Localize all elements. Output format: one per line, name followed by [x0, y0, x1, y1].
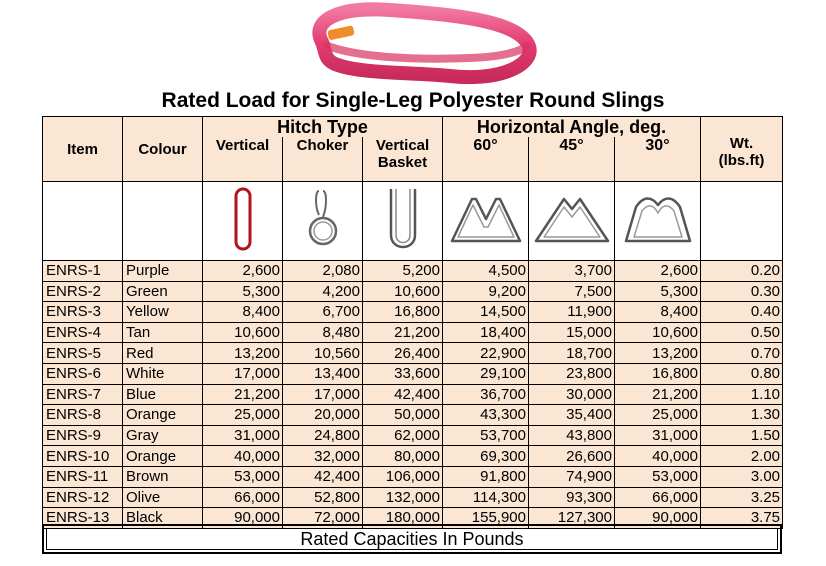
cell-colour: Orange — [123, 405, 203, 426]
angle-45-basket-icon — [529, 182, 615, 261]
table-row — [43, 446, 783, 467]
icon-cell-colour — [123, 182, 203, 261]
cell-a30: 31,000 — [615, 425, 701, 446]
cell-basket: 42,400 — [363, 384, 443, 405]
cell-basket: 106,000 — [363, 466, 443, 487]
cell-choker: 2,080 — [283, 261, 363, 282]
cell-basket: 26,400 — [363, 343, 443, 364]
cell-a30: 8,400 — [615, 302, 701, 323]
cell-wt: 3.75 — [701, 508, 783, 529]
cell-vertical: 10,600 — [203, 322, 283, 343]
cell-a45: 3,700 — [529, 261, 615, 282]
cell-colour: Brown — [123, 466, 203, 487]
cell-a60: 91,800 — [443, 466, 529, 487]
cell-a60: 43,300 — [443, 405, 529, 426]
round-sling-photo — [300, 2, 540, 90]
page-title: Rated Load for Single-Leg Polyester Round Slings — [161, 89, 665, 112]
icon-cell-weight — [701, 182, 783, 261]
cell-basket: 50,000 — [363, 405, 443, 426]
cell-basket: 5,200 — [363, 261, 443, 282]
cell-colour: Blue — [123, 384, 203, 405]
cell-wt: 1.50 — [701, 425, 783, 446]
cell-vertical: 40,000 — [203, 446, 283, 467]
col-header-item: Item — [43, 117, 123, 182]
cell-choker: 42,400 — [283, 466, 363, 487]
cell-vertical: 31,000 — [203, 425, 283, 446]
sling-tag — [327, 25, 355, 40]
col-header-vertical-basket — [363, 137, 443, 182]
cell-item: ENRS-12 — [43, 487, 123, 508]
cell-item: ENRS-5 — [43, 343, 123, 364]
cell-wt: 0.30 — [701, 281, 783, 302]
table-row — [43, 425, 783, 446]
cell-basket: 33,600 — [363, 363, 443, 384]
cell-vertical: 5,300 — [203, 281, 283, 302]
cell-a45: 93,300 — [529, 487, 615, 508]
cell-a60: 114,300 — [443, 487, 529, 508]
cell-colour: Green — [123, 281, 203, 302]
cell-wt: 0.80 — [701, 363, 783, 384]
cell-item: ENRS-4 — [43, 322, 123, 343]
cell-a60: 29,100 — [443, 363, 529, 384]
cell-a60: 69,300 — [443, 446, 529, 467]
cell-a60: 22,900 — [443, 343, 529, 364]
angle-30-basket-icon — [615, 182, 701, 261]
angle-60-basket-icon — [443, 182, 529, 261]
cell-choker: 6,700 — [283, 302, 363, 323]
cell-vertical: 66,000 — [203, 487, 283, 508]
cell-a30: 13,200 — [615, 343, 701, 364]
cell-a60: 4,500 — [443, 261, 529, 282]
table-row — [43, 281, 783, 302]
cell-colour: White — [123, 363, 203, 384]
cell-wt: 1.30 — [701, 405, 783, 426]
cell-item: ENRS-6 — [43, 363, 123, 384]
cell-item: ENRS-7 — [43, 384, 123, 405]
table-row — [43, 322, 783, 343]
cell-wt: 0.70 — [701, 343, 783, 364]
table-row — [43, 405, 783, 426]
weight-unit: (lbs.ft) — [718, 152, 765, 169]
cell-a45: 35,400 — [529, 405, 615, 426]
cell-choker: 13,400 — [283, 363, 363, 384]
cell-colour: Black — [123, 508, 203, 529]
table-row — [43, 384, 783, 405]
cell-vertical: 2,600 — [203, 261, 283, 282]
icon-cell-item — [43, 182, 123, 261]
table-body — [43, 261, 783, 529]
col-header-colour: Colour — [123, 117, 203, 182]
cell-a60: 14,500 — [443, 302, 529, 323]
cell-wt: 2.00 — [701, 446, 783, 467]
cell-basket: 62,000 — [363, 425, 443, 446]
cell-basket: 80,000 — [363, 446, 443, 467]
cell-choker: 72,000 — [283, 508, 363, 529]
cell-choker: 20,000 — [283, 405, 363, 426]
rated-load-table-wrapper — [42, 116, 782, 529]
cell-wt: 3.25 — [701, 487, 783, 508]
cell-choker: 10,560 — [283, 343, 363, 364]
cell-wt: 0.20 — [701, 261, 783, 282]
cell-choker: 32,000 — [283, 446, 363, 467]
cell-colour: Tan — [123, 322, 203, 343]
cell-a60: 9,200 — [443, 281, 529, 302]
cell-vertical: 13,200 — [203, 343, 283, 364]
table-row — [43, 343, 783, 364]
col-header-45deg: 45° — [529, 137, 615, 182]
table-row — [43, 363, 783, 384]
group-header-horizontal-angle: Horizontal Angle, deg. — [443, 117, 701, 138]
rated-load-table — [42, 116, 783, 529]
cell-item: ENRS-8 — [43, 405, 123, 426]
cell-basket: 180,000 — [363, 508, 443, 529]
cell-basket: 16,800 — [363, 302, 443, 323]
cell-a30: 90,000 — [615, 508, 701, 529]
cell-a45: 43,800 — [529, 425, 615, 446]
cell-item: ENRS-11 — [43, 466, 123, 487]
choker-hitch-icon — [283, 182, 363, 261]
cell-basket: 10,600 — [363, 281, 443, 302]
cell-a60: 155,900 — [443, 508, 529, 529]
col-header-60deg: 60° — [443, 137, 529, 182]
cell-item: ENRS-10 — [43, 446, 123, 467]
cell-a45: 23,800 — [529, 363, 615, 384]
footer-caption: Rated Capacities In Pounds — [46, 528, 778, 550]
cell-wt: 0.40 — [701, 302, 783, 323]
cell-vertical: 90,000 — [203, 508, 283, 529]
cell-basket: 21,200 — [363, 322, 443, 343]
cell-wt: 3.00 — [701, 466, 783, 487]
cell-vertical: 21,200 — [203, 384, 283, 405]
cell-a30: 66,000 — [615, 487, 701, 508]
cell-wt: 1.10 — [701, 384, 783, 405]
footer-box — [42, 524, 782, 554]
cell-item: ENRS-9 — [43, 425, 123, 446]
cell-a30: 10,600 — [615, 322, 701, 343]
cell-a30: 2,600 — [615, 261, 701, 282]
cell-basket: 132,000 — [363, 487, 443, 508]
cell-a30: 21,200 — [615, 384, 701, 405]
col-header-choker: Choker — [283, 137, 363, 182]
cell-choker: 52,800 — [283, 487, 363, 508]
cell-choker: 24,800 — [283, 425, 363, 446]
col-header-weight — [701, 117, 783, 182]
cell-a45: 127,300 — [529, 508, 615, 529]
cell-a60: 18,400 — [443, 322, 529, 343]
cell-item: ENRS-3 — [43, 302, 123, 323]
cell-vertical: 8,400 — [203, 302, 283, 323]
cell-choker: 17,000 — [283, 384, 363, 405]
cell-a45: 18,700 — [529, 343, 615, 364]
cell-a45: 26,600 — [529, 446, 615, 467]
cell-a30: 25,000 — [615, 405, 701, 426]
cell-a30: 53,000 — [615, 466, 701, 487]
vertical-basket-label-1: Vertical — [375, 137, 430, 154]
cell-colour: Red — [123, 343, 203, 364]
cell-a30: 5,300 — [615, 281, 701, 302]
vertical-basket-label-2: Basket — [377, 154, 428, 171]
cell-item: ENRS-2 — [43, 281, 123, 302]
col-header-vertical: Vertical — [203, 137, 283, 182]
vertical-hitch-icon — [203, 182, 283, 261]
cell-a45: 30,000 — [529, 384, 615, 405]
table-row — [43, 466, 783, 487]
cell-wt: 0.50 — [701, 322, 783, 343]
col-header-30deg: 30° — [615, 137, 701, 182]
cell-choker: 4,200 — [283, 281, 363, 302]
cell-a45: 15,000 — [529, 322, 615, 343]
cell-item: ENRS-1 — [43, 261, 123, 282]
cell-a45: 74,900 — [529, 466, 615, 487]
cell-colour: Olive — [123, 487, 203, 508]
cell-a45: 7,500 — [529, 281, 615, 302]
cell-a60: 53,700 — [443, 425, 529, 446]
cell-vertical: 53,000 — [203, 466, 283, 487]
table-row — [43, 487, 783, 508]
cell-item: ENRS-13 — [43, 508, 123, 529]
cell-a60: 36,700 — [443, 384, 529, 405]
cell-a30: 40,000 — [615, 446, 701, 467]
cell-colour: Yellow — [123, 302, 203, 323]
table-row — [43, 261, 783, 282]
cell-colour: Orange — [123, 446, 203, 467]
cell-a45: 11,900 — [529, 302, 615, 323]
table-row — [43, 302, 783, 323]
vertical-basket-icon — [363, 182, 443, 261]
cell-choker: 8,480 — [283, 322, 363, 343]
cell-vertical: 17,000 — [203, 363, 283, 384]
cell-colour: Purple — [123, 261, 203, 282]
group-header-hitch-type: Hitch Type — [203, 117, 443, 138]
cell-colour: Gray — [123, 425, 203, 446]
weight-label: Wt. — [729, 135, 754, 152]
cell-a30: 16,800 — [615, 363, 701, 384]
cell-vertical: 25,000 — [203, 405, 283, 426]
